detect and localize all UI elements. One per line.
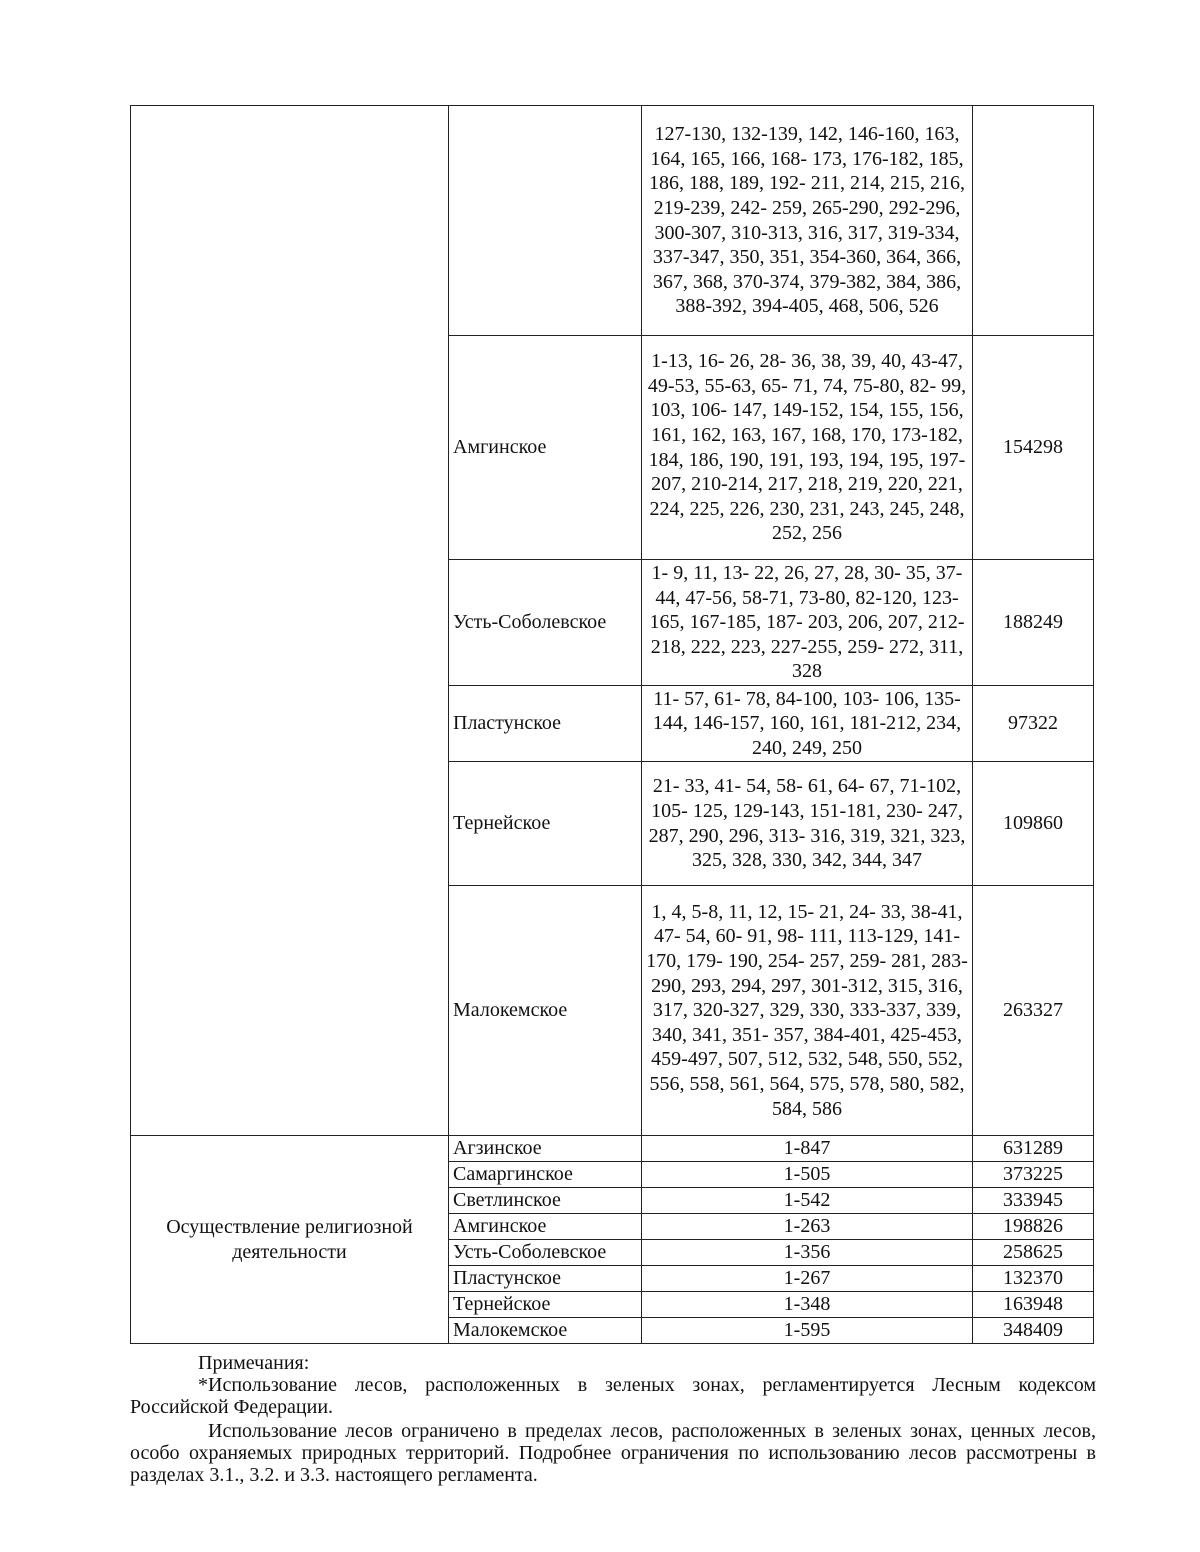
area-cell: 333945 xyxy=(973,1188,1094,1214)
area-cell: 373225 xyxy=(973,1162,1094,1188)
area-cell: 163948 xyxy=(973,1292,1094,1318)
activity-cell: Осуществление религиозной деятельности xyxy=(131,1136,449,1344)
area-cell: 188249 xyxy=(973,560,1094,686)
notes-heading: Примечания: xyxy=(198,1352,310,1374)
quarters-cell: 1-263 xyxy=(642,1214,973,1240)
quarters-cell: 1-267 xyxy=(642,1266,973,1292)
forestry-cell: Тернейское xyxy=(449,762,642,886)
quarters-cell: 1, 4, 5-8, 11, 12, 15- 21, 24- 33, 38-41, 47- 54, 60- 91, 98- 111, 113-129, 141- 170, 179- 190, 254- 257, 259- 281, 283- 290, 293, 294, 297, 301-312, 315, 316, 317, 320-327, 329, 330, 333-337, 339, 340, 341, 351- 357, 384-401, 425-453, 459-497, 507, 512, 532, 548, 550, 552, 556, 558, 561, 564, 575, 578, 580, 582, 584, 586 xyxy=(642,886,973,1136)
area-cell: 198826 xyxy=(973,1214,1094,1240)
area-cell: 154298 xyxy=(973,336,1094,560)
forestry-cell: Самаргинское xyxy=(449,1162,642,1188)
forestry-cell: Амгинское xyxy=(449,336,642,560)
forestry-cell xyxy=(449,106,642,336)
table-row xyxy=(131,106,1094,336)
area-cell: 132370 xyxy=(973,1266,1094,1292)
forest-use-table xyxy=(130,105,1094,1344)
area-cell: 97322 xyxy=(973,686,1094,762)
forestry-cell: Амгинское xyxy=(449,1214,642,1240)
note-restrictions: Использование лесов ограничено в пределах лесов, расположенных в зеленых зонах, ценных лесов, особо охраняемых природных территорий. Подробнее ограничения по использованию лесов рассмотрены в разделах 3.1., 3.2. и 3.3. настоящего регламента. xyxy=(130,1420,1096,1486)
note-green-zones: *Использование лесов, расположенных в зеленых зонах, регламентируется Лесным кодексом Российской Федерации. xyxy=(130,1374,1096,1418)
quarters-cell: 1- 9, 11, 13- 22, 26, 27, 28, 30- 35, 37- 44, 47-56, 58-71, 73-80, 82-120, 123- 165, 167-185, 187- 203, 206, 207, 212- 218, 222, 223, 227-255, 259- 272, 311, 328 xyxy=(642,560,973,686)
quarters-cell: 1-348 xyxy=(642,1292,973,1318)
area-cell: 631289 xyxy=(973,1136,1094,1162)
quarters-cell: 1-505 xyxy=(642,1162,973,1188)
forestry-cell: Тернейское xyxy=(449,1292,642,1318)
area-cell: 263327 xyxy=(973,886,1094,1136)
quarters-cell: 1-542 xyxy=(642,1188,973,1214)
quarters-cell: 1-13, 16- 26, 28- 36, 38, 39, 40, 43-47, 49-53, 55-63, 65- 71, 74, 75-80, 82- 99, 103, 106- 147, 149-152, 154, 155, 156, 161, 162, 163, 167, 168, 170, 173-182, 184, 186, 190, 191, 193, 194, 195, 197- 207, 210-214, 217, 218, 219, 220, 221, 224, 225, 226, 230, 231, 243, 245, 248, 252, 256 xyxy=(642,336,973,560)
forestry-cell: Пластунское xyxy=(449,686,642,762)
quarters-cell: 1-356 xyxy=(642,1240,973,1266)
forestry-cell: Усть-Соболевское xyxy=(449,560,642,686)
area-cell: 258625 xyxy=(973,1240,1094,1266)
area-cell xyxy=(973,106,1094,336)
quarters-cell: 11- 57, 61- 78, 84-100, 103- 106, 135-144, 146-157, 160, 161, 181-212, 234, 240, 249, 250 xyxy=(642,686,973,762)
activity-cell-empty xyxy=(131,106,449,1136)
forestry-cell: Пластунское xyxy=(449,1266,642,1292)
table-row xyxy=(131,1136,1094,1162)
forestry-cell: Агзинское xyxy=(449,1136,642,1162)
quarters-cell: 1-595 xyxy=(642,1318,973,1344)
forestry-cell: Малокемское xyxy=(449,886,642,1136)
area-cell: 109860 xyxy=(973,762,1094,886)
quarters-cell: 1-847 xyxy=(642,1136,973,1162)
forestry-cell: Малокемское xyxy=(449,1318,642,1344)
forestry-cell: Светлинское xyxy=(449,1188,642,1214)
quarters-cell: 127-130, 132-139, 142, 146-160, 163, 164, 165, 166, 168- 173, 176-182, 185, 186, 188, 189, 192- 211, 214, 215, 216, 219-239, 242- 259, 265-290, 292-296, 300-307, 310-313, 316, 317, 319-334, 337-347, 350, 351, 354-360, 364, 366, 367, 368, 370-374, 379-382, 384, 386, 388-392, 394-405, 468, 506, 526 xyxy=(642,106,973,336)
forestry-cell: Усть-Соболевское xyxy=(449,1240,642,1266)
notes-section xyxy=(130,1352,1096,1486)
area-cell: 348409 xyxy=(973,1318,1094,1344)
quarters-cell: 21- 33, 41- 54, 58- 61, 64- 67, 71-102, 105- 125, 129-143, 151-181, 230- 247, 287, 290, 296, 313- 316, 319, 321, 323, 325, 328, 330, 342, 344, 347 xyxy=(642,762,973,886)
